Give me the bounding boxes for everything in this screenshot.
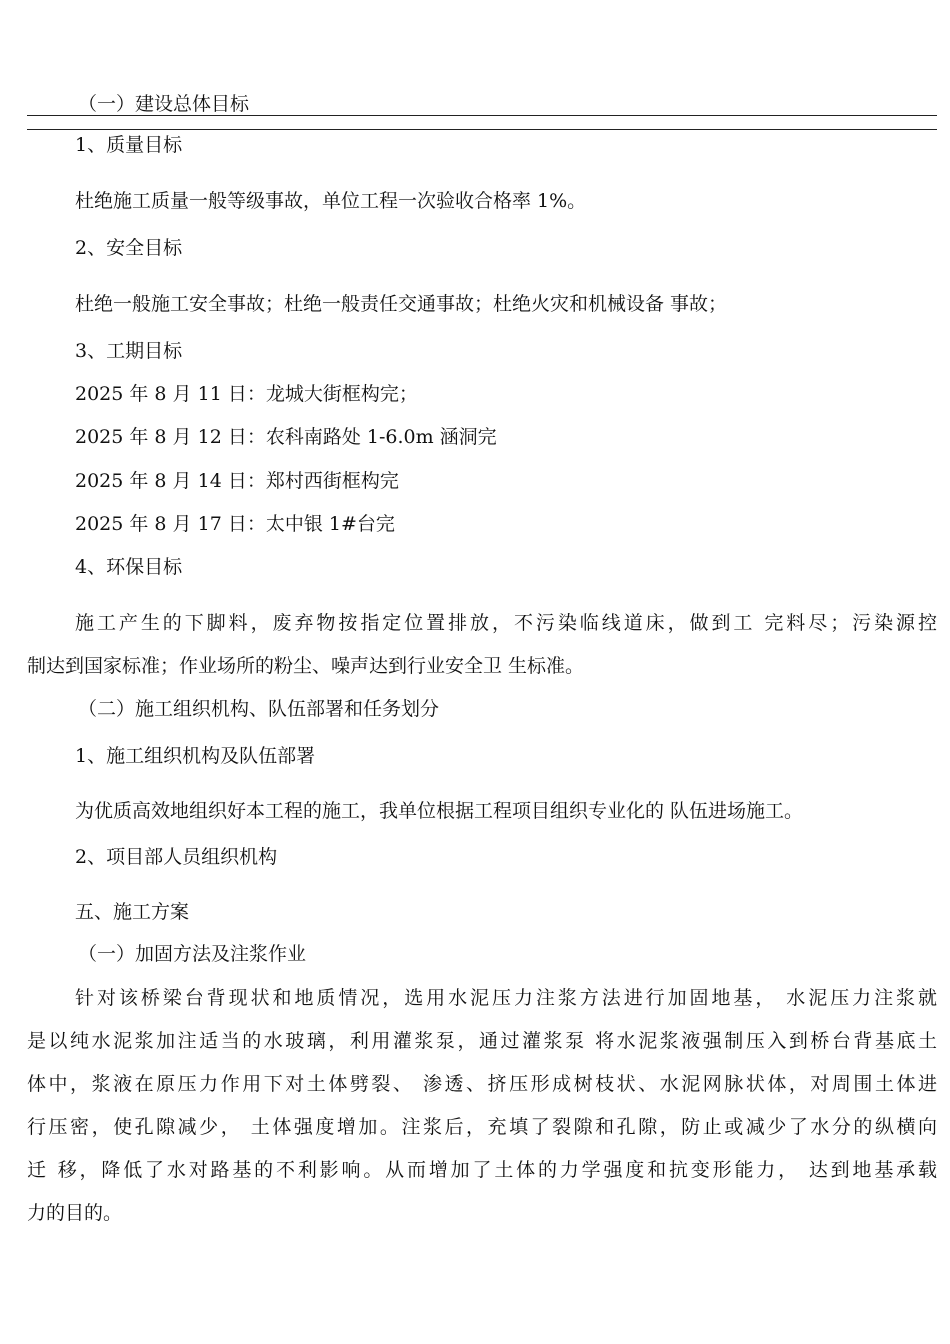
- section-heading-organization: （二）施工组织机构、队伍部署和任务划分: [78, 698, 440, 720]
- paragraph-line: 针对该桥梁台背现状和地质情况，选用水泥压力注浆方法进行加固地基， 水泥压力注浆就: [75, 987, 937, 1009]
- safety-goal-heading: 2、安全目标: [75, 237, 183, 259]
- paragraph-line: 施工产生的下脚料，废弃物按指定位置排放，不污染临线道床，做到工 完料尽；污染源控: [75, 612, 937, 634]
- quality-goal-heading: 1、质量目标: [75, 134, 183, 156]
- chapter-heading-construction-plan: 五、施工方案: [75, 901, 190, 923]
- paragraph-line: 行压密，使孔隙减少， 土体强度增加。注浆后，充填了裂隙和孔隙，防止或减少了水分的纵横向: [27, 1116, 937, 1138]
- schedule-goal-heading: 3、工期目标: [75, 340, 183, 362]
- schedule-item: 2025 年 8 月 12 日：农科南路处 1-6.0m 涵洞完: [75, 426, 497, 448]
- quality-goal-text: 杜绝施工质量一般等级事故，单位工程一次验收合格率 1%。: [75, 190, 587, 212]
- paragraph-line: 是以纯水泥浆加注适当的水玻璃，利用灌浆泵，通过灌浆泵 将水泥浆液强制压入到桥台背基底土: [27, 1030, 937, 1052]
- method-paragraph: [27, 986, 937, 1225]
- org-structure-heading: 1、施工组织机构及队伍部署: [75, 745, 316, 767]
- staff-structure-heading: 2、项目部人员组织机构: [75, 846, 278, 868]
- paragraph-line: 迁 移，降低了水对路基的不利影响。从而增加了土体的力学强度和抗变形能力， 达到地基承载: [27, 1159, 937, 1181]
- paragraph-line: 力的目的。: [27, 1202, 123, 1224]
- section-heading-overall-goals: （一）建设总体目标: [78, 93, 250, 115]
- schedule-item: 2025 年 8 月 11 日：龙城大街框构完；: [75, 383, 418, 405]
- schedule-item: 2025 年 8 月 14 日：郑村西街框构完: [75, 470, 399, 492]
- org-structure-text: 为优质高效地组织好本工程的施工，我单位根据工程项目组织专业化的 队伍进场施工。: [75, 800, 804, 822]
- safety-goal-text: 杜绝一般施工安全事故；杜绝一般责任交通事故；杜绝火灾和机械设备 事故；: [75, 293, 728, 315]
- paragraph-line: 制达到国家标准；作业场所的粉尘、噪声达到行业安全卫 生标准。: [27, 655, 585, 677]
- header-rule-bottom: [27, 129, 937, 130]
- method-heading: （一）加固方法及注浆作业: [78, 943, 307, 965]
- schedule-item: 2025 年 8 月 17 日：太中银 1#台完: [75, 513, 395, 535]
- environment-goal-paragraph: [27, 611, 937, 678]
- environment-goal-heading: 4、环保目标: [75, 556, 183, 578]
- paragraph-line: 体中，浆液在原压力作用下对土体劈裂、 渗透、挤压形成树枝状、水泥网脉状体，对周围土体进: [27, 1073, 937, 1095]
